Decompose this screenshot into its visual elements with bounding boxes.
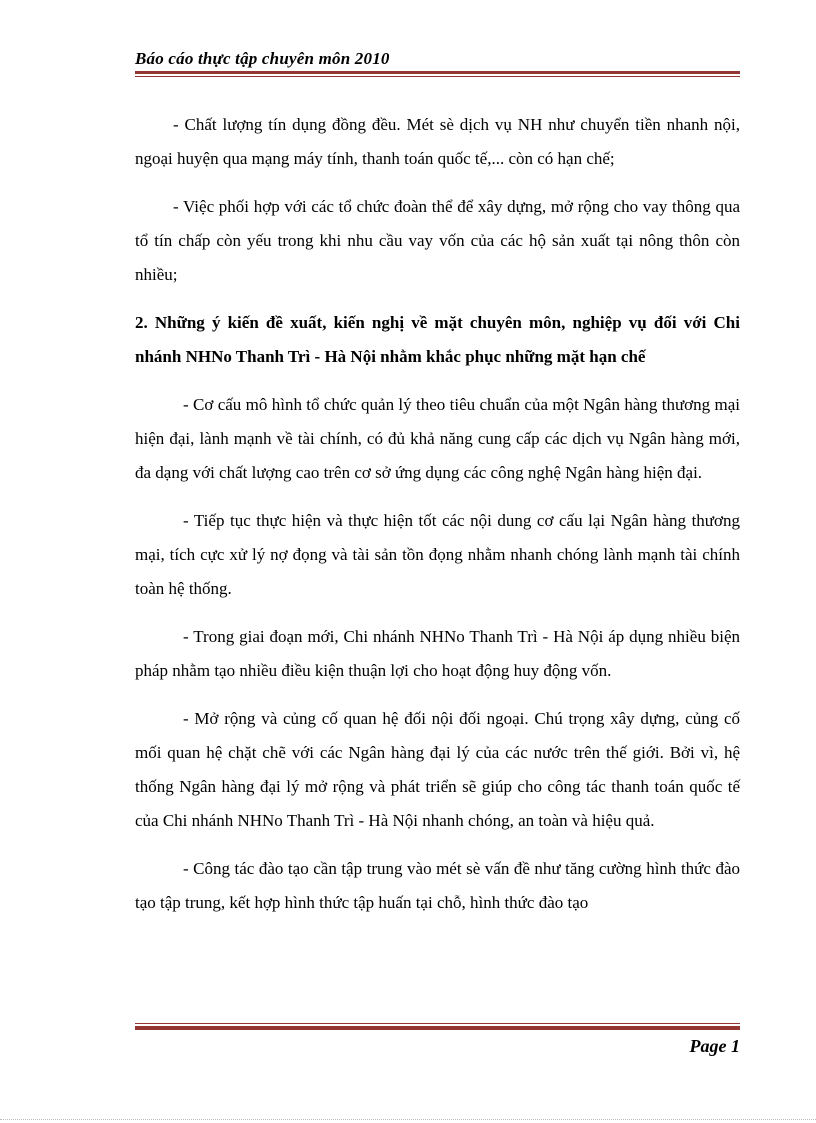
page-header: [135, 49, 740, 77]
page-bottom-border: [0, 1119, 816, 1120]
paragraph-coordination: - Việc phối hợp với các tổ chức đoàn thể để xây dựng, mở rộng cho vay thông qua tổ tín chấp còn yếu trong khi nhu cầu vay vốn của các hộ sản xuất tại nông thôn còn nhiều;: [135, 197, 740, 284]
header-title: Báo cáo thực tập chuyên môn 2010: [135, 49, 390, 68]
paragraph-external-relations: - Mở rộng và củng cố quan hệ đối nội đối ngoại. Chú trọng xây dựng, củng cố mối quan hệ chặt chẽ với các Ngân hàng đại lý của các nước trên thế giới. Bởi vì, hệ thống Ngân hàng đại lý mở rộng và phát triển sẽ giúp cho công tác thanh toán quốc tế của Chi nhánh NHNo Thanh Trì - Hà Nội nhanh chóng, an toàn và hiệu quả.: [135, 709, 740, 830]
document-body: [135, 108, 740, 934]
paragraph-restructuring: - Tiếp tục thực hiện và thực hiện tốt các nội dung cơ cấu lại Ngân hàng thương mại, tích cực xử lý nợ đọng và tài sản tồn đọng nhằm nhanh chóng lành mạnh tài chính toàn hệ thống.: [135, 511, 740, 598]
paragraph-org-structure: - Cơ cấu mô hình tổ chức quản lý theo tiêu chuẩn của một Ngân hàng thương mại hiện đại, lành mạnh về tài chính, có đủ khả năng cung cấp các dịch vụ Ngân hàng mới, đa dạng với chất lượng cao trên cơ sở ứng dụng các công nghệ Ngân hàng hiện đại.: [135, 395, 740, 482]
page-number: Page 1: [689, 1036, 740, 1056]
page-footer: [135, 1023, 740, 1057]
paragraph-capital-mobilization: - Trong giai đoạn mới, Chi nhánh NHNo Thanh Trì - Hà Nội áp dụng nhiều biện pháp nhằm tạo nhiều điều kiện thuận lợi cho hoạt động huy động vốn.: [135, 627, 740, 680]
header-rule-thin: [135, 76, 740, 77]
section-heading: 2. Những ý kiến đề xuất, kiến nghị về mặt chuyên môn, nghiệp vụ đối với Chi nhánh NHNo Thanh Trì - Hà Nội nhằm khắc phục những mặt hạn chế: [135, 313, 740, 366]
paragraph-training: - Công tác đào tạo cần tập trung vào mét sè vấn đề như tăng cường hình thức đào tạo tập trung, kết hợp hình thức tập huấn tại chỗ, hình thức đào tạo: [135, 859, 740, 912]
paragraph-credit-quality: - Chất lượng tín dụng đồng đều. Mét sè dịch vụ NH như chuyển tiền nhanh nội, ngoại huyện qua mạng máy tính, thanh toán quốc tế,... còn có hạn chế;: [135, 115, 740, 168]
footer-rule-thick: [135, 1026, 740, 1030]
